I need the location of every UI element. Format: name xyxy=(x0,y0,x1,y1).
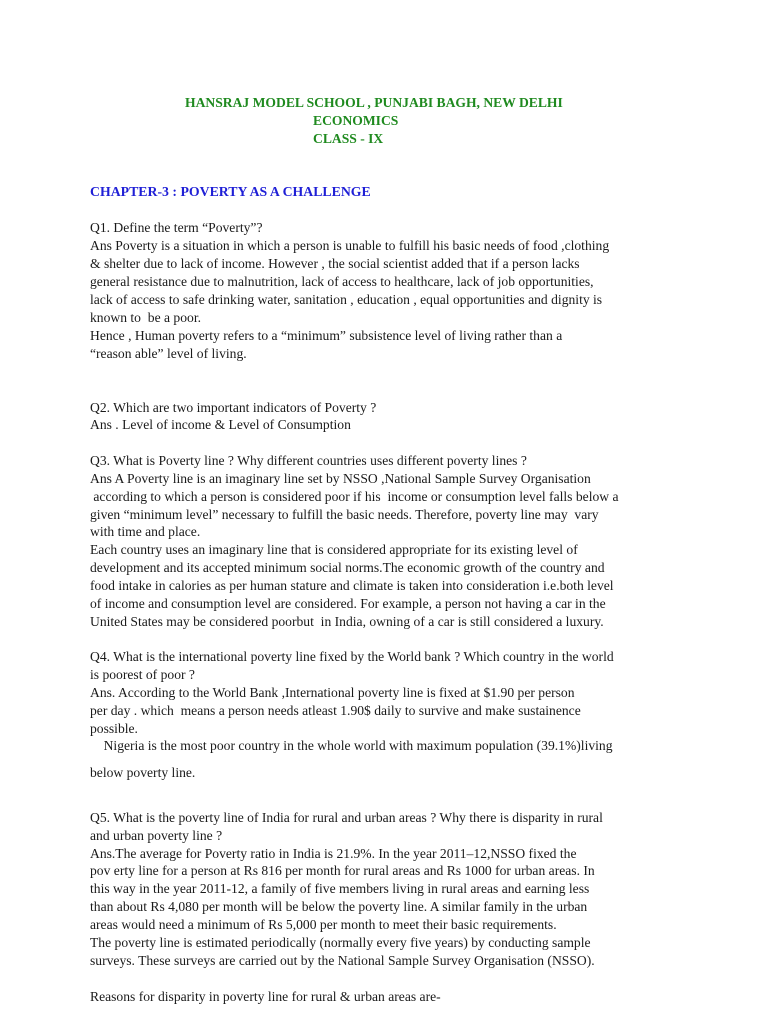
q3-answer-line: of income and consumption level are considered. For example, a person not having a car in the xyxy=(90,596,606,611)
q4-nigeria-line: Nigeria is the most poor country in the whole world with maximum population (39.1%)living xyxy=(90,738,613,753)
q5-answer-line: The poverty line is estimated periodically (normally every five years) by conducting sample xyxy=(90,935,591,950)
q5-question-line: and urban poverty line ? xyxy=(90,828,223,843)
q2-answer-line: Ans . Level of income & Level of Consumption xyxy=(90,417,351,432)
q5-answer-line: pov erty line for a person at Rs 816 per month for rural areas and Rs 1000 for urban areas. In xyxy=(90,863,595,878)
q3-answer-line: according to which a person is considered poor if his income or consumption level falls below a xyxy=(90,489,619,504)
chapter-title: CHAPTER-3 : POVERTY AS A CHALLENGE xyxy=(90,184,371,199)
q4-answer-line: possible. xyxy=(90,721,138,736)
q4-question-line: Q4. What is the international poverty line fixed by the World bank ? Which country in the world xyxy=(90,649,614,664)
q3-answer-line: Ans A Poverty line is an imaginary line set by NSSO ,National Sample Survey Organisation xyxy=(90,471,591,486)
q5-answer-line: areas would need a minimum of Rs 5,000 per month to meet their basic requirements. xyxy=(90,917,557,932)
q1-answer-line: Ans Poverty is a situation in which a person is unable to fulfill his basic needs of food ,clothing xyxy=(90,238,610,253)
q1-answer-line: Hence , Human poverty refers to a “minimum” subsistence level of living rather than a xyxy=(90,328,563,343)
q4-question-line: is poorest of poor ? xyxy=(90,667,195,682)
q3-answer-line: Each country uses an imaginary line that is considered appropriate for its existing level of xyxy=(90,542,578,557)
q3-answer-line: United States may be considered poorbut in India, owning of a car is still considered a luxury. xyxy=(90,614,604,629)
subject-title: ECONOMICS xyxy=(313,113,399,128)
q1-answer-line: known to be a poor. xyxy=(90,310,201,325)
q5-reasons-heading: Reasons for disparity in poverty line for rural & urban areas are- xyxy=(90,989,441,1004)
q1-question: Q1. Define the term “Poverty”? xyxy=(90,220,263,235)
q1-answer-line: lack of access to safe drinking water, sanitation , education , equal opportunities and dignity is xyxy=(90,292,603,307)
q3-answer-line: food intake in calories as per human stature and climate is taken into consideration i.e.both level xyxy=(90,578,614,593)
q3-answer-line: with time and place. xyxy=(90,524,201,539)
q2-question: Q2. Which are two important indicators of Poverty ? xyxy=(90,400,377,415)
q5-answer-line: than about Rs 4,080 per month will be below the poverty line. A similar family in the urban xyxy=(90,899,588,914)
q3-answer-line: development and its accepted minimum social norms.The economic growth of the country and xyxy=(90,560,605,575)
q1-answer-line: & shelter due to lack of income. However , the social scientist added that if a person lacks xyxy=(90,256,580,271)
school-name: HANSRAJ MODEL SCHOOL , PUNJABI BAGH, NEW DELHI xyxy=(185,95,563,110)
q3-answer-line: given “minimum level” necessary to fulfill the basic needs. Therefore, poverty line may vary xyxy=(90,507,599,522)
q5-answer-line: surveys. These surveys are carried out by the National Sample Survey Organisation (NSSO). xyxy=(90,953,595,968)
class-title: CLASS - IX xyxy=(313,131,384,146)
q5-answer-line: this way in the year 2011-12, a family of five members living in rural areas and earning less xyxy=(90,881,590,896)
q3-question: Q3. What is Poverty line ? Why different countries uses different poverty lines ? xyxy=(90,453,527,468)
q1-answer-line: general resistance due to malnutrition, lack of access to healthcare, lack of job opportunities, xyxy=(90,274,594,289)
q4-answer-line: Ans. According to the World Bank ,International poverty line is fixed at $1.90 per person xyxy=(90,685,575,700)
q5-question-line: Q5. What is the poverty line of India for rural and urban areas ? Why there is disparity in rural xyxy=(90,810,603,825)
q4-answer-line: per day . which means a person needs atleast 1.90$ daily to survive and make sustainence xyxy=(90,703,581,718)
q5-answer-line: Ans.The average for Poverty ratio in India is 21.9%. In the year 2011–12,NSSO fixed the xyxy=(90,846,577,861)
q4-nigeria-line: below poverty line. xyxy=(90,765,196,780)
q1-answer-line: “reason able” level of living. xyxy=(90,346,247,361)
